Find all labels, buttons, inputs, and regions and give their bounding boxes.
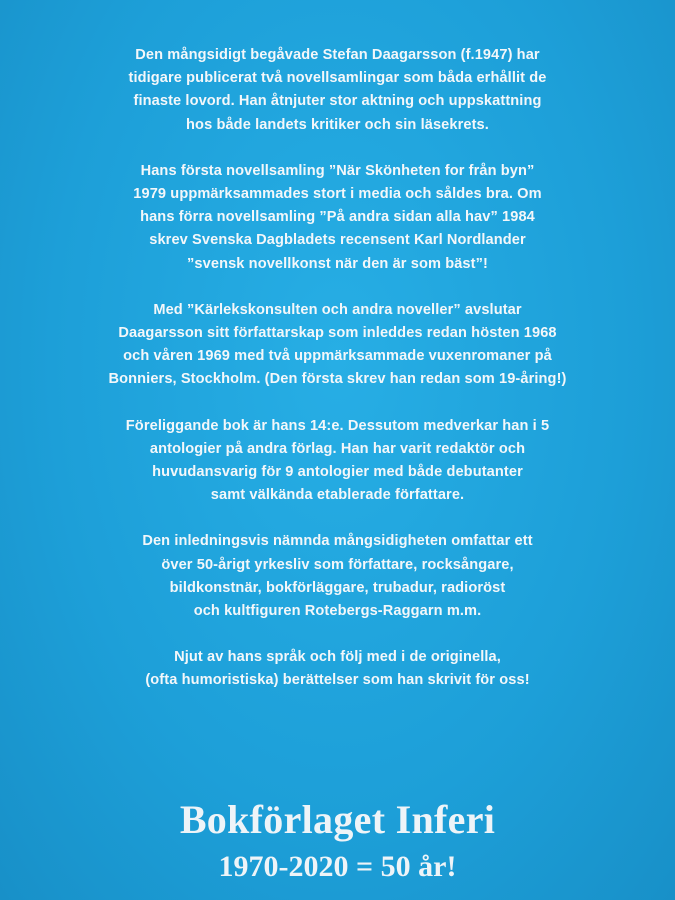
text-line: Daagarsson sitt författarskap som inleddes redan hösten 1968 bbox=[118, 325, 557, 342]
text-line: över 50-årigt yrkesliv som författare, rocksångare, bbox=[161, 556, 514, 573]
text-line: antologier på andra förlag. Han har varit redaktör och bbox=[149, 440, 526, 457]
text-line: tidigare publicerat två novellsamlingar som båda erhållit de bbox=[128, 70, 547, 87]
text-line: Njut av hans språk och följ med i de originella, bbox=[174, 649, 501, 666]
text-line: skrev Svenska Dagbladets recensent Karl Nordlander bbox=[149, 232, 526, 249]
blurb-text bbox=[60, 44, 615, 716]
paragraph-versatility bbox=[60, 530, 615, 623]
paragraph-first-collection bbox=[60, 160, 615, 276]
text-line: Bonniers, Stockholm. (Den första skrev han redan som 19-åring!) bbox=[108, 371, 567, 388]
text-line: samt välkända etablerade författare. bbox=[210, 487, 465, 504]
paragraph-closing bbox=[60, 646, 615, 692]
text-line: och våren 1969 med två uppmärksammade vuxenromaner på bbox=[123, 348, 552, 365]
paragraph-anthologies bbox=[60, 415, 615, 508]
text-line: Föreliggande bok är hans 14:e. Dessutom medverkar han i 5 bbox=[125, 417, 550, 434]
text-line: finaste lovord. Han åtnjuter stor aktning och uppskattning bbox=[133, 93, 542, 110]
text-line: ”svensk novellkonst när den är som bäst”! bbox=[187, 255, 488, 272]
text-line: hos både landets kritiker och sin läsekrets. bbox=[186, 116, 489, 133]
text-line: Den mångsidigt begåvade Stefan Daagarsson (f.1947) har bbox=[135, 47, 540, 63]
paragraph-intro bbox=[60, 44, 615, 137]
text-line: huvudansvarig för 9 antologier med både debutanter bbox=[152, 464, 523, 481]
text-line: 1979 uppmärksammades stort i media och såldes bra. Om bbox=[133, 186, 542, 203]
text-line: Hans första novellsamling ”När Skönheten for från byn” bbox=[140, 162, 535, 179]
paragraph-authorship bbox=[60, 299, 615, 392]
text-line: hans förra novellsamling ”På andra sidan alla hav” 1984 bbox=[140, 209, 535, 226]
publisher-name: Bokförlaget Inferi bbox=[179, 797, 496, 842]
text-line: Med ”Kärlekskonsulten och andra noveller” avslutar bbox=[153, 301, 522, 318]
text-line: och kultfiguren Rotebergs-Raggarn m.m. bbox=[193, 603, 482, 620]
anniversary-line: 1970-2020 = 50 år! bbox=[218, 850, 457, 883]
text-line: Den inledningsvis nämnda mångsidigheten omfattar ett bbox=[142, 533, 533, 550]
text-line: bildkonstnär, bokförläggare, trubadur, radioröst bbox=[169, 579, 506, 596]
text-line: (ofta humoristiska) berättelser som han skrivit för oss! bbox=[145, 672, 530, 689]
